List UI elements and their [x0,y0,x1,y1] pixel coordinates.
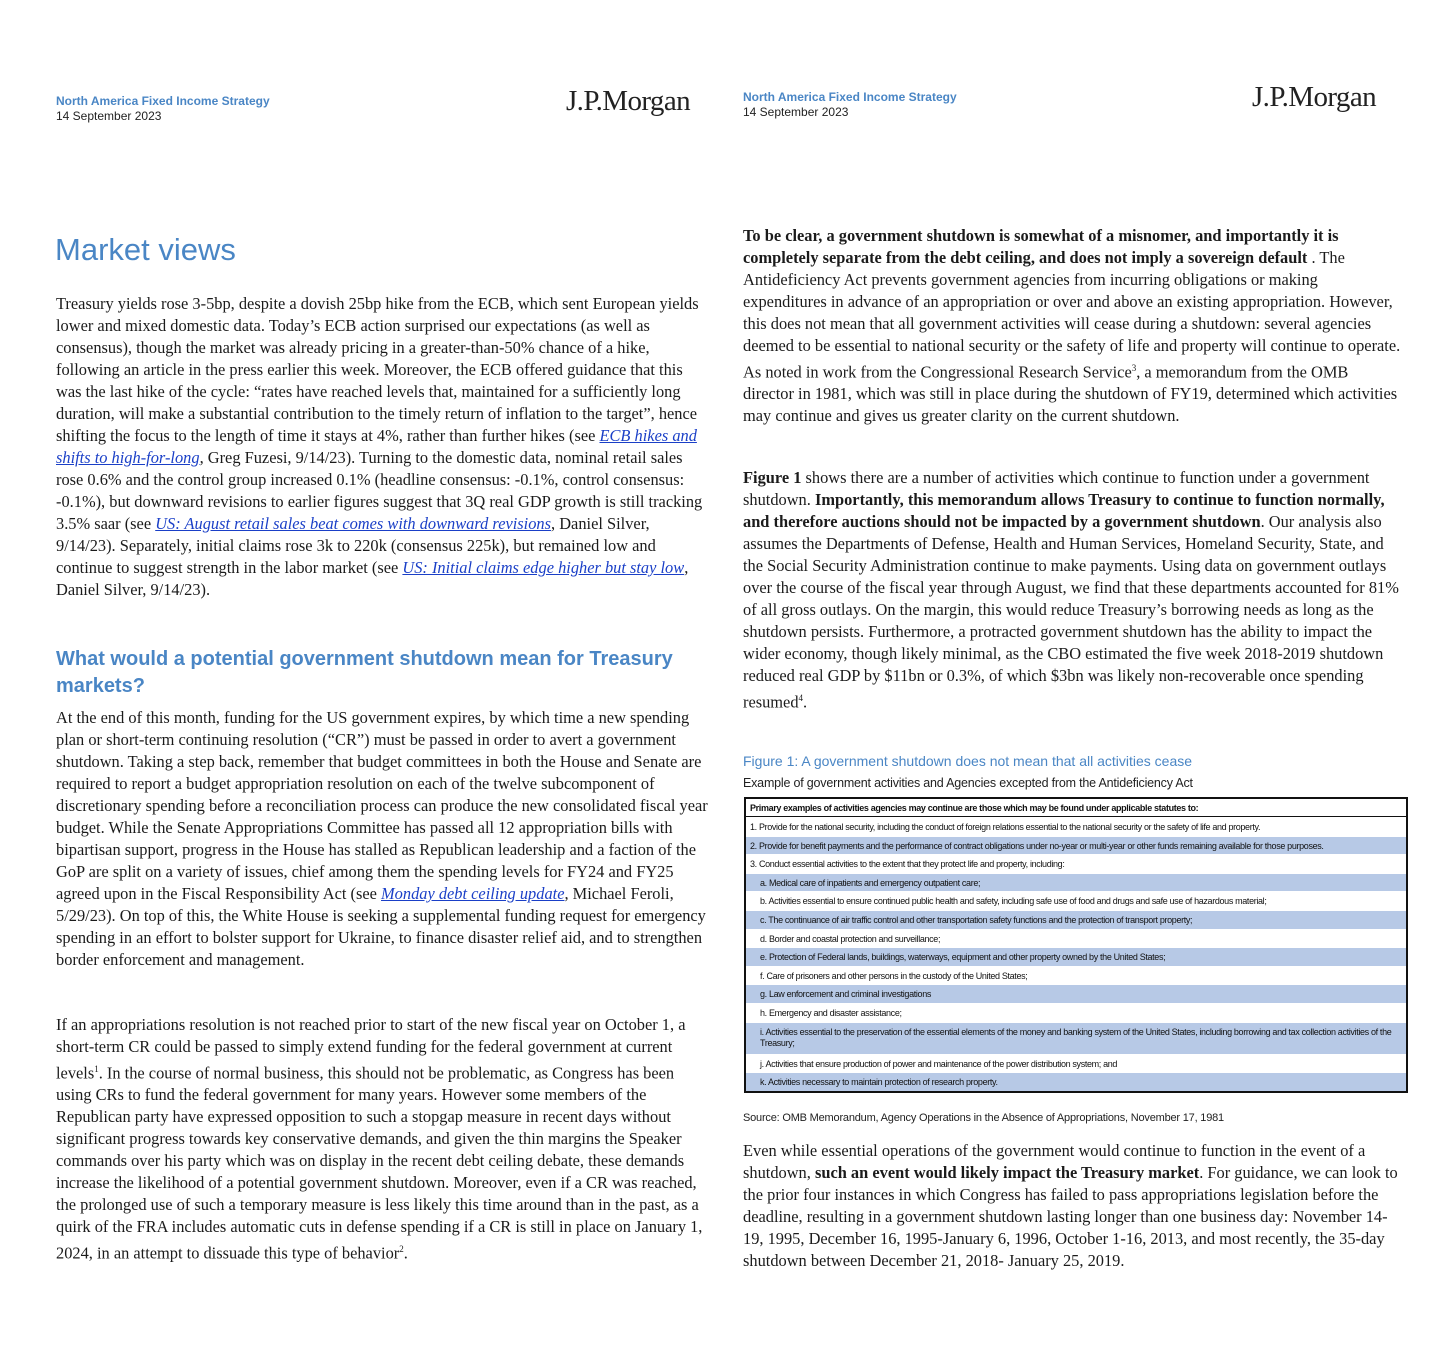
table-row: h. Emergency and disaster assistance; [746,1003,1406,1022]
section-title: Market views [55,232,236,267]
page-header-info [56,94,270,124]
report-series: North America Fixed Income Strategy [743,90,957,104]
link-initial-claims[interactable]: US: Initial claims edge higher but stay low [402,558,685,577]
treasury-function-paragraph: Figure 1 shows there are a number of activities which continue to function under a government shutdown. Importantly, this memorandum allows Treasury to continue to function normally, and therefore auctions should not be impacted by a government shutdown. Our analysis also assumes the Departments of Defense, Health and Human Services, Homeland Security, State, and the Social Security Administration continue to make payments. Using data on government outlays over the course of the fiscal year through August, we find that these departments accounted for 81% of all gross outlays. On the margin, this would reduce Treasury’s borrowing needs as long as the shutdown persists. Furthermore, a protracted government shutdown has the ability to impact the wider economy, though likely minimal, as the CBO estimated the five week 2018-2019 shutdown reduced real GDP by $11bn or 0.3%, of which $3bn was likely non-recoverable once spending resumed$^4$. [743,468,1399,712]
link-debt-ceiling-update[interactable]: Monday debt ceiling update [381,884,565,903]
market-views-paragraph: Treasury yields rose 3-5bp, despite a dovish 25bp hike from the ECB, which sent European yields lower and mixed domestic data. Today’s ECB action surprised our expectations (as well as consensus), though the market was already pricing in a greater-than-50% chance of a hike, following an article in the press earlier this week. Moreover, the ECB offered guidance that this was the last hike of the cycle: “rates have reached levels that, maintained for a sufficiently long duration, will make a substantial contribution to the timely return of inflation to the target”, hence shifting the focus to the length of time it stays at 4%, rather than further hikes (see ECB hikes and shifts to high-for-long, Greg Fuzesi, 9/14/23). Turning to the domestic data, nominal retail sales rose 0.6% and the control group increased 0.1% (headline consensus: -0.1%, control consensus: -0.1%), but downward revisions to earlier figures suggest that 3Q real GDP growth is still tracking 3.5% saar (see US: August retail sales beat comes with downward revisions, Daniel Silver, 9/14/23). Separately, initial claims rose 3k to 220k (consensus 225k), but remained low and continue to suggest strength in the labor market (see US: Initial claims edge higher but stay low, Daniel Silver, 9/14/23). [56,294,703,599]
footnote-4[interactable]: 4 [798,693,804,703]
table-row: g. Law enforcement and criminal investigations [746,984,1406,1003]
link-retail-sales[interactable]: US: August retail sales beat comes with downward revisions [155,514,552,533]
footnote-2[interactable]: 2 [399,1244,404,1255]
footnote-3[interactable]: 3 [1131,363,1137,373]
funding-paragraph: At the end of this month, funding for the US government expires, by which time a new spending plan or short-term continuing resolution (“CR”) must be passed in order to avert a government shutdown. Taking a step back, remember that budget committees in both the House and Senate are required to report a budget appropriation resolution on each of the twelve subcomponent of discretionary spending before a reconciliation process can produce the new consolidated fiscal year budget. While the Senate Appropriations Committee has passed all 12 appropriation bills with bipartisan support, progress in the House has stalled as Republican leadership and a faction of the GoP are split on a variety of issues, chief among them the spending levels for FY24 and FY25 agreed upon in the Fiscal Responsibility Act (see Monday debt ceiling update, Michael Feroli, 5/29/23). On top of this, the White House is seeking a supplemental funding request for emergency spending in an effort to bolster support for Ukraine, to finance disaster relief aid, and to strengthen border enforcement and management. [56,708,708,969]
figure-title: Figure 1: A government shutdown does not mean that all activities cease [743,753,1193,769]
table-row: d. Border and coastal protection and surveillance; [746,929,1406,948]
jpmorgan-logo: J.P.Morgan [566,85,690,117]
table-row: c. The continuance of air traffic control and other transportation safety functions and the protection of transport property; [746,910,1406,929]
figure-table [744,797,1408,1093]
report-date: 14 September 2023 [56,109,162,123]
table-row: i. Activities essential to the preservation of the essential elements of the money and banking system of the United States, including borrowing and tax collection activities of the Treasury; [746,1022,1406,1054]
cr-paragraph: If an appropriations resolution is not reached prior to start of the new fiscal year on October 1, a short-term CR could be passed to simply extend funding for the federal government at current levels$^1$. In the course of normal business, this should not be problematic, as Congress has been using CRs to fund the federal government for many years. However some members of the Republican party have expressed opposition to such a stopgap measure in recent days without significant progress towards key conservative demands, and given the thin margins the Speaker commands over his party which was on display in the recent debt ceiling debate, these demands increase the likelihood of a potential government shutdown. Moreover, even if a CR was reached, the prolonged use of such a temporary measure is less likely this time around than in the past, as a quirk of the FRA includes automatic cuts in defense spending if a CR is still in place on January 1, 2024, in an attempt to dissuade this type of behavior$^2$. [56,1015,703,1263]
table-row: a. Medical care of inpatients and emergency outpatient care; [746,873,1406,892]
table-row: 3. Conduct essential activities to the extent that they protect life and property, including: [746,854,1406,873]
footnote-1[interactable]: 1 [94,1064,99,1074]
table-row: k. Activities necessary to maintain protection of research property. [746,1072,1406,1091]
jpmorgan-logo: J.P.Morgan [1252,81,1376,113]
figure-source: Source: OMB Memorandum, Agency Operations in the Absence of Appropriations, November 17, 1981 [743,1112,1224,1124]
table-row: 2. Provide for benefit payments and the performance of contract obligations under no-year or multi-year or other funds remaining available for those purposes. [746,836,1406,855]
link-ecb-hikes[interactable]: ECB hikes and shifts to high-for-long [56,426,697,467]
table-row: e. Protection of Federal lands, buildings, waterways, equipment and other property owned by the United States; [746,947,1406,966]
page-header-info [743,90,957,120]
table-header: Primary examples of activities agencies may continue are those which may be found under applicable statutes to: [746,799,1406,817]
shutdown-misnomer-paragraph: To be clear, a government shutdown is somewhat of a misnomer, and importantly it is completely separate from the debt ceiling, and does not imply a sovereign default . The Antideficiency Act prevents government agencies from incurring obligations or making expenditures in advance of an appropriation or over and above an existing appropriation. However, this does not mean that all government activities will cease during a shutdown: several agencies deemed to be essential to national security or the safety of life and property will continue to operate. As noted in work from the Congressional Research Service$^3$, a memorandum from the OMB director in 1981, which was still in place during the shutdown of FY19, determined which activities may continue and gives us greater clarity on the current shutdown. [743,226,1401,426]
table-row: j. Activities that ensure production of power and maintenance of the power distribution system; and [746,1054,1406,1073]
shutdown-subheading: What would a potential government shutdown mean for Treasury markets? [56,648,673,697]
table-row: b. Activities essential to ensure continued public health and safety, including safe use of food and drugs and safe use of hazardous material; [746,891,1406,910]
table-row: 1. Provide for the national security, including the conduct of foreign relations essential to the national security or the safety of life and property. [746,817,1406,836]
report-series: North America Fixed Income Strategy [56,94,270,108]
figure-subtitle: Example of government activities and Agencies excepted from the Antideficiency Act [743,776,1193,790]
right-page [728,0,1456,1360]
report-date: 14 September 2023 [743,105,849,119]
table-row: f. Care of prisoners and other persons in the custody of the United States; [746,966,1406,985]
treasury-market-impact-paragraph: Even while essential operations of the government would continue to function in the event of a shutdown, such an event would likely impact the Treasury market. For guidance, we can look to the prior four instances in which Congress has failed to pass appropriations legislation before the deadline, resulting in a government shutdown lasting longer than one business day: November 14-19, 1995, December 16, 1995-January 6, 1996, October 1-16, 2013, and most recently, the 35-day shutdown between December 21, 2018- January 25, 2019. [743,1141,1398,1270]
figure-1-reference[interactable]: Figure 1 [743,468,802,487]
